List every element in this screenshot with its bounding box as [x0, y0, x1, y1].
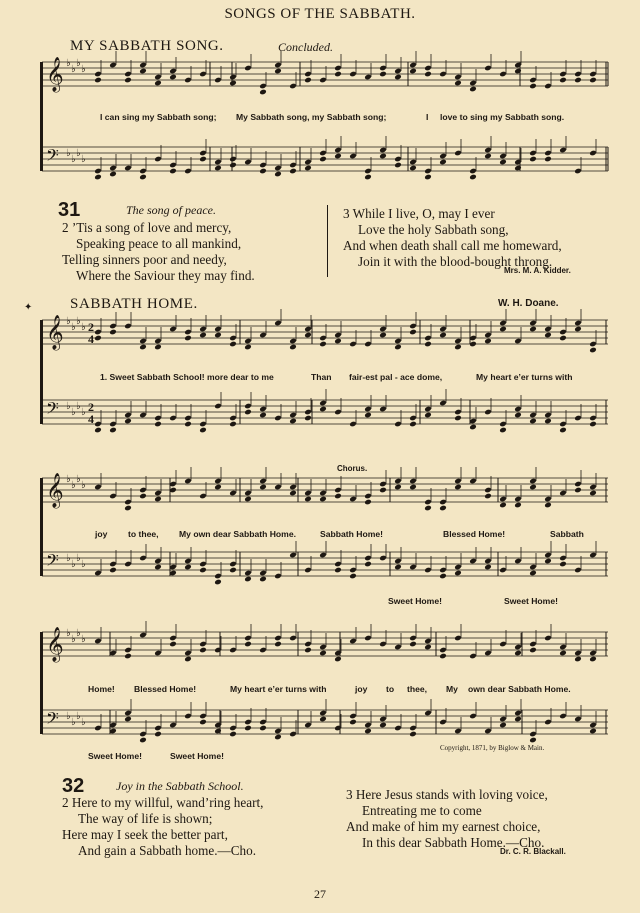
- system-3-bass-note: [229, 567, 237, 574]
- system-4-bass-note: [229, 731, 237, 738]
- system-1-treble-note: [574, 77, 582, 84]
- system-3-treble-note: [484, 493, 492, 500]
- system-2-bass-note: [499, 427, 507, 434]
- system-4-bass-note: [364, 728, 372, 735]
- system-4-bass-flat: ♭: [66, 711, 71, 722]
- song2-line1-lyric-4: My heart e’er turns with: [476, 372, 573, 382]
- system-3-bass-note: [334, 567, 342, 574]
- system-1-bass-note: [529, 156, 537, 163]
- system-1-treble-flat: ♭: [76, 58, 81, 69]
- system-3-bass-flat: ♭: [66, 553, 71, 564]
- system-3-treble-note: [214, 484, 222, 491]
- system-3-bass-flat: ♭: [71, 559, 76, 570]
- system-3-treble-note: [499, 502, 507, 509]
- system-2-bass-flat: ♭: [76, 401, 81, 412]
- system-4-treble-note: [199, 647, 207, 654]
- system-4-treble-note: [124, 653, 132, 660]
- system-3-treble-note: [544, 502, 552, 509]
- system-2-bass-note: [409, 421, 417, 428]
- system-2-bass-note: [124, 418, 132, 425]
- system-2-treble-flat: ♭: [76, 316, 81, 327]
- song2-line2-lyric-3: My own dear Sabbath Home.: [179, 529, 296, 539]
- song2-line3-lyric-2: Blessed Home!: [134, 684, 197, 694]
- hymn32-verse3-line1: 3 Here Jesus stands with loving voice,: [346, 787, 548, 802]
- song2-line1-lyric-1: 1. Sweet Sabbath School! more dear to me: [100, 372, 274, 382]
- hymn32-verse3-line4: In this dear Sabbath Home.—Cho.: [362, 835, 545, 850]
- system-4-treble-flat: ♭: [81, 634, 86, 645]
- system-2-brace: [40, 320, 43, 424]
- system-1-brace: [40, 62, 43, 171]
- system-3-bass-note: [199, 567, 207, 574]
- system-4-treble-note: [409, 641, 417, 648]
- system-3-treble-note: [409, 484, 417, 491]
- system-4-bass-note: [529, 737, 537, 744]
- system-2-time-top: 2: [88, 400, 94, 414]
- system-1-treble-flat: ♭: [71, 64, 76, 75]
- system-3-treble-note: [439, 505, 447, 512]
- song2-line2-lyric-2: to thee,: [128, 529, 159, 539]
- song2-line1-lyric-2: Than: [311, 372, 332, 382]
- hymn31-verse3-line2: Love the holy Sabbath song,: [358, 222, 509, 237]
- system-1-bass-note: [514, 165, 522, 172]
- system-1-bass-flat: ♭: [66, 148, 71, 159]
- system-2-bass-note: [424, 412, 432, 419]
- system-1-bass-note: [109, 171, 117, 178]
- system-1-bass-note: [319, 156, 327, 163]
- system-1-bass-note: [214, 165, 222, 172]
- system-1-bass-note: [499, 159, 507, 166]
- system-2-treble-clef: 𝄞: [46, 315, 64, 350]
- system-2-bass-note: [199, 427, 207, 434]
- system-3-bass-note: [454, 570, 462, 577]
- hymn32-number: 32: [62, 775, 85, 797]
- system-1-treble-note: [169, 74, 177, 81]
- system-1-bass-note: [259, 168, 267, 175]
- system-1-bass-note: [409, 165, 417, 172]
- system-2-bass-note: [304, 415, 312, 422]
- system-2-treble-note: [439, 332, 447, 339]
- system-1-bass-note: [469, 174, 477, 181]
- system-2-treble-note: [529, 326, 537, 333]
- system-4-bass-note: [514, 716, 522, 723]
- system-4-treble-flat: ♭: [71, 634, 76, 645]
- system-1-treble-note: [529, 83, 537, 90]
- system-4-treble-note: [334, 656, 342, 663]
- system-3-treble-flat: ♭: [76, 474, 81, 485]
- system-3-bass-note: [109, 567, 117, 574]
- system-1-treble-note: [394, 74, 402, 81]
- system-2-treble-note: [379, 332, 387, 339]
- system-2-bass-flat: ♭: [66, 401, 71, 412]
- system-2-bass-note: [559, 427, 567, 434]
- system-2-treble-flat: ♭: [66, 316, 71, 327]
- song2-line3-bass-lyric-1: Sweet Home!: [88, 751, 142, 761]
- hymn31-verse3-line1: 3 While I live, O, may I ever: [343, 206, 495, 221]
- system-3-treble-flat: ♭: [71, 480, 76, 491]
- system-3-treble-note: [394, 484, 402, 491]
- system-3-bass-note: [529, 570, 537, 577]
- hymn32-verse3-line3: And make of him my earnest choice,: [346, 819, 541, 834]
- system-2-treble-note: [334, 338, 342, 345]
- system-3-treble-note: [259, 484, 267, 491]
- system-2-treble-note: [559, 335, 567, 342]
- system-2-treble-note: [184, 335, 192, 342]
- system-4-bass-note: [199, 719, 207, 726]
- system-2-treble-note: [94, 335, 102, 342]
- system-3-treble-clef: 𝄞: [46, 473, 64, 508]
- system-3-treble-note: [364, 499, 372, 506]
- song1-subtitle: Concluded.: [278, 40, 333, 54]
- system-1-bass-note: [379, 153, 387, 160]
- system-1-treble-note: [379, 71, 387, 78]
- system-1-treble-flat: ♭: [81, 64, 86, 75]
- system-3-treble-note: [289, 490, 297, 497]
- page-number: 27: [314, 887, 326, 901]
- hymn32-verse3-line2: Entreating me to come: [362, 803, 482, 818]
- song1-lyric-2: My Sabbath song, my Sabbath song;: [236, 112, 387, 122]
- system-2-bass-note: [469, 424, 477, 431]
- system-3-bass-note: [364, 561, 372, 568]
- system-2-bass-note: [289, 418, 297, 425]
- system-2-treble-note: [109, 329, 117, 336]
- system-3-treble-note: [574, 487, 582, 494]
- song2-title: SABBATH HOME.: [70, 296, 198, 312]
- system-1-treble-note: [589, 77, 597, 84]
- system-1-bass-flat: ♭: [76, 148, 81, 159]
- system-2-treble-flat: ♭: [81, 322, 86, 333]
- system-4-bass-note: [379, 722, 387, 729]
- hymn32-verse2-line4: And gain a Sabbath home.—Cho.: [78, 843, 257, 858]
- system-3-treble-note: [139, 493, 147, 500]
- system-1-treble-note: [559, 77, 567, 84]
- page-header: SONGS OF THE SABBATH.: [224, 6, 416, 22]
- song2-composer: W. H. Doane.: [498, 298, 559, 309]
- system-2-treble-note: [289, 344, 297, 351]
- system-4-bass-note: [139, 737, 147, 744]
- hymn32-author: Dr. C. R. Blackall.: [500, 847, 566, 856]
- system-3-treble-note: [514, 502, 522, 509]
- system-1-treble-note: [514, 68, 522, 75]
- system-1-treble-note: [304, 77, 312, 84]
- hymn32-verse2-line1: 2 Here to my willful, wand’ring heart,: [62, 795, 264, 810]
- system-1-bass-note: [94, 174, 102, 181]
- system-4-bass-note: [274, 734, 282, 741]
- system-1-treble-note: [259, 89, 267, 96]
- system-3-treble-note: [529, 484, 537, 491]
- system-2-treble-note: [574, 326, 582, 333]
- system-3-bass-note: [244, 576, 252, 583]
- system-4-treble-note: [169, 641, 177, 648]
- system-1-bass-note: [199, 156, 207, 163]
- hymn31-verse2-line2: Speaking peace to all mankind,: [76, 236, 242, 251]
- system-1-treble-note: [454, 80, 462, 87]
- system-2-treble-note: [544, 332, 552, 339]
- system-4-bass-note: [154, 731, 162, 738]
- system-1-treble-note: [334, 71, 342, 78]
- system-4-treble-note: [319, 650, 327, 657]
- system-2-bass-note: [514, 412, 522, 419]
- system-2-treble-note: [499, 326, 507, 333]
- system-4-treble-note: [559, 650, 567, 657]
- system-4-bass-note: [124, 716, 132, 723]
- hymn31-subtitle: The song of peace.: [126, 203, 216, 217]
- system-1-bass-note: [139, 174, 147, 181]
- system-2-treble-note: [409, 329, 417, 336]
- system-2-bass-note: [154, 421, 162, 428]
- system-1-treble-note: [94, 77, 102, 84]
- system-2-bass-note: [364, 412, 372, 419]
- system-2-treble-note: [139, 344, 147, 351]
- system-4-bass-flat: ♭: [81, 717, 86, 728]
- hymn31-verse2-line1: 2 ’Tis a song of love and mercy,: [62, 220, 232, 235]
- system-2-bass-note: [229, 421, 237, 428]
- system-2-treble-note: [214, 332, 222, 339]
- system-2-treble-note: [484, 338, 492, 345]
- system-3-bass-note: [394, 564, 402, 571]
- song2-line3-lyric-1: Home!: [88, 684, 115, 694]
- system-3-treble-note: [244, 496, 252, 503]
- song2-line3-lyric-6: thee,: [407, 684, 428, 694]
- system-4-treble-flat: ♭: [66, 628, 71, 639]
- system-3-treble-note: [154, 496, 162, 503]
- system-2-time-bottom: 4: [88, 332, 94, 346]
- song2-line3-lyric-4: joy: [355, 684, 368, 694]
- hymn31-verse3-line4: Join it with the blood-bought throng.: [358, 254, 553, 269]
- system-3-treble-note: [304, 496, 312, 503]
- system-1-bass-flat: ♭: [71, 154, 76, 165]
- system-4-bass-note: [589, 728, 597, 735]
- margin-mark: ✦: [24, 302, 33, 313]
- system-1-bass-clef: 𝄢: [46, 145, 59, 169]
- system-4-treble-note: [574, 656, 582, 663]
- system-1-treble-note: [139, 68, 147, 75]
- verse-divider: [327, 205, 328, 277]
- system-1-bass-note: [334, 153, 342, 160]
- system-4-treble-flat: ♭: [76, 628, 81, 639]
- system-2-bass-note: [94, 427, 102, 434]
- system-2-bass-note: [529, 418, 537, 425]
- system-3-treble-note: [424, 505, 432, 512]
- system-1-treble-note: [424, 71, 432, 78]
- system-4-brace: [40, 632, 43, 734]
- system-4-treble-note: [439, 653, 447, 660]
- system-1-treble-note: [469, 86, 477, 93]
- system-2-treble-note: [199, 332, 207, 339]
- hymn32-verse2-line3: Here may I seek the better part,: [62, 827, 228, 842]
- system-1-bass-note: [424, 174, 432, 181]
- system-1-treble-clef: 𝄞: [46, 57, 64, 92]
- system-3-treble-flat: ♭: [81, 480, 86, 491]
- system-4-bass-note: [349, 719, 357, 726]
- system-3-bass-note: [439, 573, 447, 580]
- system-2-bass-note: [319, 406, 327, 413]
- system-2-treble-note: [394, 344, 402, 351]
- system-3-bass-note: [484, 564, 492, 571]
- system-4-bass-flat: ♭: [71, 717, 76, 728]
- system-2-treble-flat: ♭: [71, 322, 76, 333]
- system-2-treble-note: [154, 344, 162, 351]
- system-4-bass-note: [409, 731, 417, 738]
- system-4-treble-note: [424, 644, 432, 651]
- hymn32-subtitle: Joy in the Sabbath School.: [116, 779, 244, 793]
- system-1-treble-note: [229, 80, 237, 87]
- song2-line3-lyric-5: to: [386, 684, 395, 694]
- hymn31-number: 31: [58, 199, 81, 221]
- system-4-treble-note: [529, 647, 537, 654]
- system-4-bass-note: [499, 722, 507, 729]
- system-2-treble-note: [589, 347, 597, 354]
- system-2-bass-clef: 𝄢: [46, 398, 59, 422]
- system-4-treble-clef: 𝄞: [46, 627, 64, 662]
- song2-line3-lyric-8: own dear Sabbath Home.: [468, 684, 571, 694]
- system-1-bass-note: [394, 162, 402, 169]
- system-4-bass-note: [214, 728, 222, 735]
- system-2-bass-note: [544, 418, 552, 425]
- system-1-bass-note: [289, 168, 297, 175]
- system-4-treble-note: [184, 656, 192, 663]
- song2-line2-lyric-4: Sabbath Home!: [320, 529, 384, 539]
- system-4-treble-note: [514, 650, 522, 657]
- system-2-bass-note: [184, 421, 192, 428]
- system-4-bass-note: [319, 716, 327, 723]
- hymn31-verse2-line4: Where the Saviour they may find.: [76, 268, 255, 283]
- system-1-bass-flat: ♭: [81, 154, 86, 165]
- system-2-treble-note: [244, 344, 252, 351]
- system-2-time-top: 2: [88, 320, 94, 334]
- system-1-bass-note: [229, 162, 237, 169]
- song2-line2-bass-lyric-1: Sweet Home!: [388, 596, 442, 606]
- system-3-treble-flat: ♭: [66, 474, 71, 485]
- system-2-bass-flat: ♭: [81, 407, 86, 418]
- system-1-bass-note: [169, 168, 177, 175]
- system-1-bass-note: [364, 174, 372, 181]
- system-4-bass-note: [259, 725, 267, 732]
- system-1-bass-note: [484, 153, 492, 160]
- system-1-bass-note: [304, 165, 312, 172]
- song1-lyric-4: love to sing my Sabbath song.: [440, 112, 565, 122]
- system-3-treble-note: [379, 487, 387, 494]
- system-2-bass-note: [244, 409, 252, 416]
- song2-line2-lyric-1: joy: [95, 529, 108, 539]
- system-1-treble-note: [409, 68, 417, 75]
- hymn31-verse2-line3: Telling sinners poor and needy,: [62, 252, 227, 267]
- system-2-treble-note: [424, 341, 432, 348]
- song1-lyric-1: I can sing my Sabbath song;: [100, 112, 217, 122]
- system-3-bass-clef: 𝄢: [46, 550, 59, 574]
- system-3-bass-note: [214, 579, 222, 586]
- system-4-treble-note: [274, 641, 282, 648]
- system-3-bass-note: [154, 564, 162, 571]
- system-3-bass-flat: ♭: [81, 559, 86, 570]
- system-4-bass-flat: ♭: [76, 711, 81, 722]
- system-3-brace: [40, 478, 43, 576]
- hymn31-author: Mrs. M. A. Kidder.: [504, 266, 571, 275]
- song2-line3-lyric-3: My heart e’er turns with: [230, 684, 327, 694]
- system-1-treble-note: [124, 77, 132, 84]
- system-4-treble-note: [589, 656, 597, 663]
- system-2-time-bottom: 4: [88, 412, 94, 426]
- system-3-bass-note: [184, 564, 192, 571]
- system-1-treble-note: [274, 68, 282, 75]
- system-3-bass-note: [259, 576, 267, 583]
- hymn31-verse3-line3: And when death shall call me homeward,: [343, 238, 562, 253]
- system-3-treble-note: [319, 496, 327, 503]
- system-3-bass-note: [559, 561, 567, 568]
- copyright-notice: Copyright, 1871, by Biglow & Main.: [440, 744, 545, 752]
- system-4-bass-note: [244, 725, 252, 732]
- song2-line1-lyric-3: fair-est pal - ace dome,: [349, 372, 443, 382]
- song2-line3-bass-lyric-2: Sweet Home!: [170, 751, 224, 761]
- song2-line3-lyric-7: My: [446, 684, 458, 694]
- song1-title: MY SABBATH SONG.: [70, 38, 224, 54]
- chorus-label: Chorus.: [337, 464, 368, 473]
- system-2-bass-note: [454, 415, 462, 422]
- system-1-bass-note: [439, 159, 447, 166]
- system-2-treble-note: [319, 341, 327, 348]
- system-4-bass-clef: 𝄢: [46, 708, 59, 732]
- system-3-treble-note: [334, 493, 342, 500]
- song1-lyric-3: I: [426, 112, 429, 122]
- system-2-treble-note: [229, 341, 237, 348]
- system-1-bass-note: [274, 171, 282, 178]
- system-3-treble-note: [124, 505, 132, 512]
- system-3-treble-note: [589, 490, 597, 497]
- song2-line2-bass-lyric-2: Sweet Home!: [504, 596, 558, 606]
- system-2-bass-note: [589, 421, 597, 428]
- system-2-bass-note: [109, 427, 117, 434]
- system-2-bass-note: [259, 412, 267, 419]
- song2-line2-lyric-5: Blessed Home!: [443, 529, 506, 539]
- system-2-treble-note: [454, 344, 462, 351]
- system-3-bass-note: [544, 558, 552, 565]
- system-3-bass-flat: ♭: [76, 553, 81, 564]
- system-2-bass-flat: ♭: [71, 407, 76, 418]
- song2-line2-lyric-6: Sabbath: [550, 529, 584, 539]
- system-1-treble-note: [154, 80, 162, 87]
- system-4-treble-note: [244, 641, 252, 648]
- system-2-treble-note: [304, 332, 312, 339]
- system-3-bass-note: [349, 573, 357, 580]
- system-1-treble-flat: ♭: [66, 58, 71, 69]
- system-4-treble-note: [304, 647, 312, 654]
- system-1-bass-note: [544, 156, 552, 163]
- system-3-treble-note: [454, 484, 462, 491]
- hymn32-verse2-line2: The way of life is shown;: [78, 811, 213, 826]
